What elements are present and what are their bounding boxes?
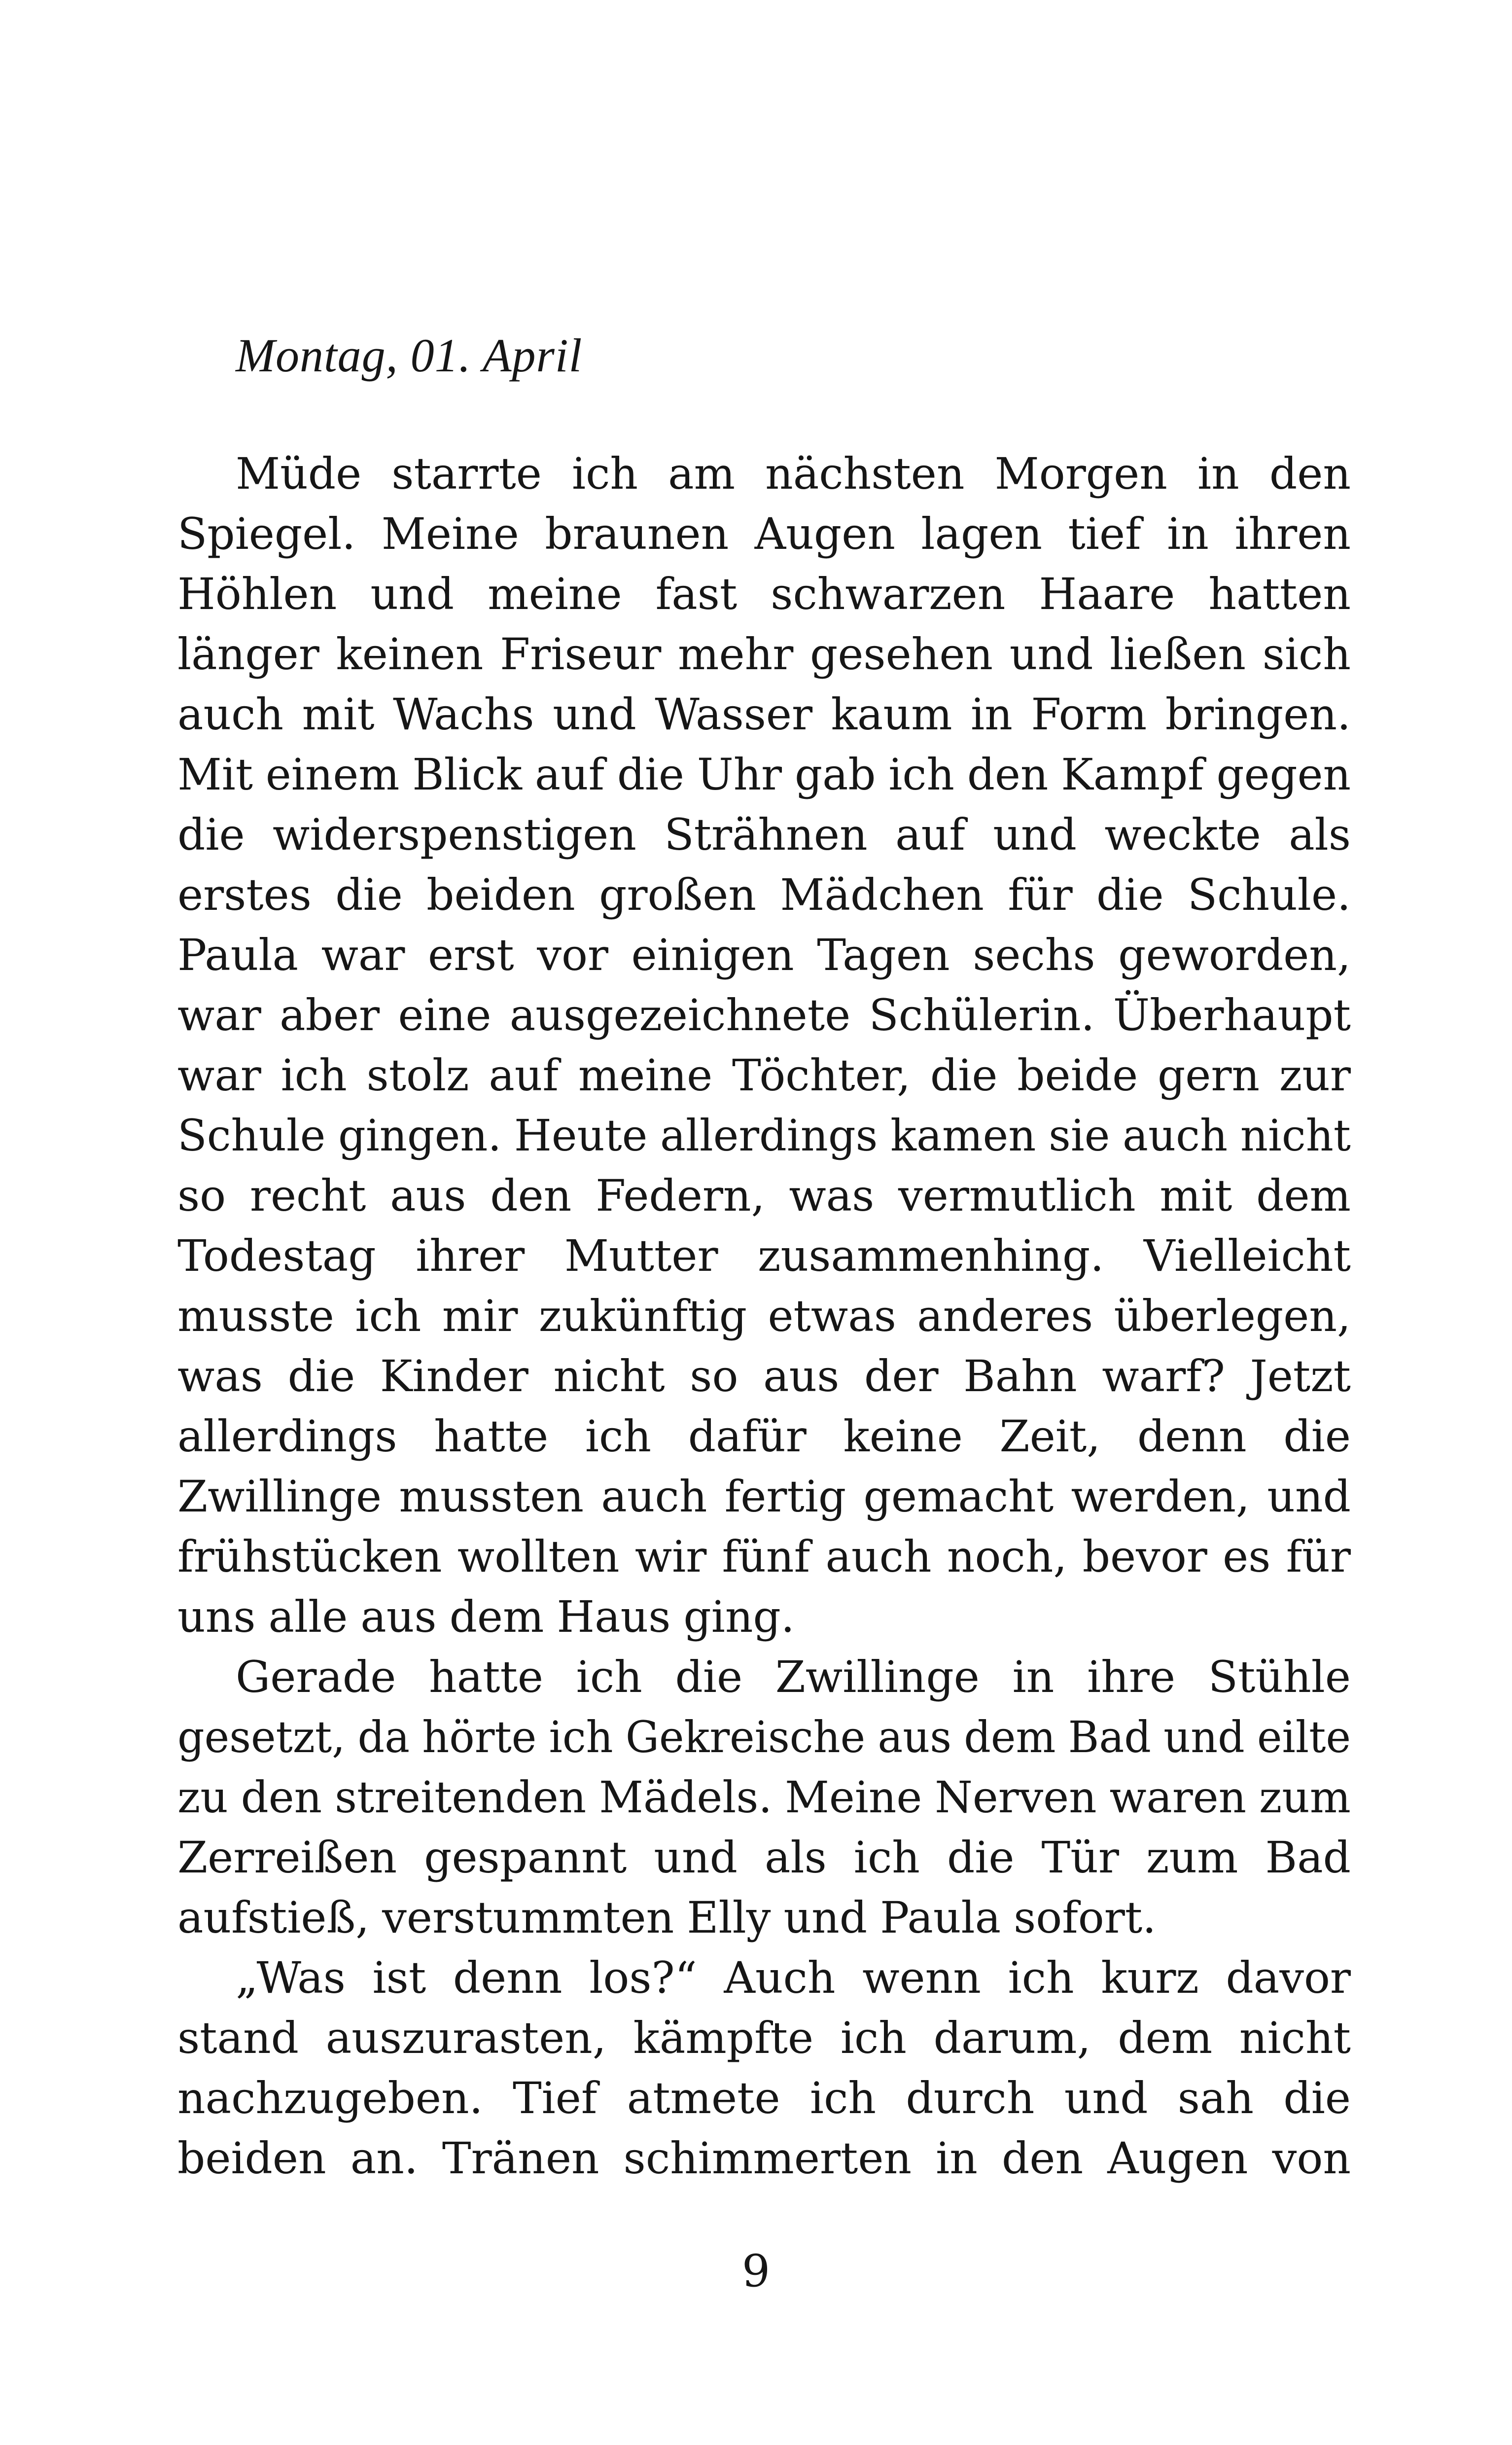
text-line: Spiegel. Meine braunen Augen lagen tief in ihren bbox=[177, 508, 1351, 559]
text-line: aufstieß, verstummten Elly und Paula sofort. bbox=[177, 1892, 1157, 1943]
text-line: Mit einem Blick auf die Uhr gab ich den Kampf gegen bbox=[177, 749, 1351, 800]
text-line: beiden an. Tränen schimmerten in den Augen von bbox=[177, 2133, 1351, 2184]
text-line: frühstücken wollten wir fünf auch noch, bevor es für bbox=[177, 1531, 1351, 1582]
text-line: was die Kinder nicht so aus der Bahn warf? Jetzt bbox=[177, 1351, 1351, 1402]
page-number: 9 bbox=[741, 2245, 771, 2297]
text-line: gesetzt, da hörte ich Gekreische aus dem Bad und eilte bbox=[177, 1712, 1351, 1762]
text-line: Gerade hatte ich die Zwillinge in ihre Stühle bbox=[236, 1652, 1351, 1702]
text-line: zu den streitenden Mädels. Meine Nerven waren zum bbox=[177, 1772, 1351, 1823]
text-line: allerdings hatte ich dafür keine Zeit, denn die bbox=[177, 1411, 1351, 1462]
text-line: auch mit Wachs und Wasser kaum in Form bringen. bbox=[177, 689, 1351, 740]
text-line: erstes die beiden großen Mädchen für die Schule. bbox=[177, 869, 1351, 920]
text-line: die widerspenstigen Strähnen auf und weckte als bbox=[177, 809, 1351, 860]
text-line: war ich stolz auf meine Töchter, die beide gern zur bbox=[177, 1050, 1351, 1101]
body-text bbox=[177, 444, 1351, 2189]
text-line: „Was ist denn los?“ Auch wenn ich kurz davor bbox=[236, 1952, 1351, 2003]
text-line: stand auszurasten, kämpfte ich darum, dem nicht bbox=[177, 2013, 1351, 2063]
text-line: uns alle aus dem Haus ging. bbox=[177, 1591, 795, 1642]
text-line: so recht aus den Federn, was vermutlich mit dem bbox=[177, 1170, 1351, 1221]
text-line: Zerreißen gespannt und als ich die Tür zum Bad bbox=[177, 1832, 1351, 1883]
text-line: Schule gingen. Heute allerdings kamen sie auch nicht bbox=[177, 1110, 1351, 1161]
text-line: Müde starrte ich am nächsten Morgen in den bbox=[236, 448, 1351, 499]
chapter-date-heading: Montag, 01. April bbox=[236, 329, 583, 382]
text-line: Paula war erst vor einigen Tagen sechs geworden, bbox=[177, 930, 1351, 980]
text-line: war aber eine ausgezeichnete Schülerin. Überhaupt bbox=[177, 990, 1351, 1041]
text-line: Höhlen und meine fast schwarzen Haare hatten bbox=[177, 569, 1351, 619]
text-line: nachzugeben. Tief atmete ich durch und sah die bbox=[177, 2073, 1351, 2123]
text-line: Todestag ihrer Mutter zusammenhing. Vielleicht bbox=[177, 1230, 1351, 1281]
text-line: länger keinen Friseur mehr gesehen und ließen sich bbox=[177, 629, 1351, 680]
text-line: musste ich mir zukünftig etwas anderes überlegen, bbox=[177, 1291, 1351, 1341]
text-line: Zwillinge mussten auch fertig gemacht werden, und bbox=[177, 1471, 1351, 1522]
